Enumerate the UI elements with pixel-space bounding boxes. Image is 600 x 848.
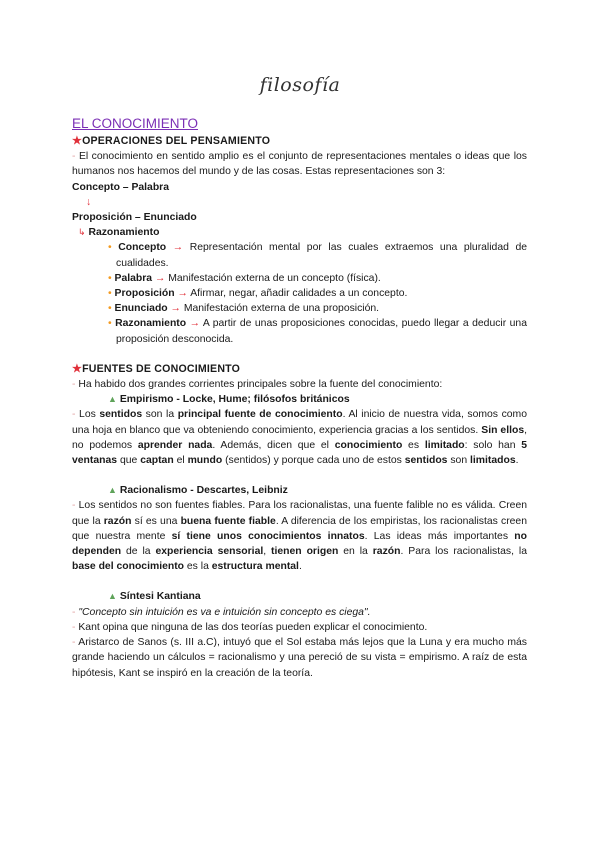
star-icon: ★ [72,135,83,147]
section-fuentes-intro: - Ha habido dos grandes corrientes principales sobre la fuente del conocimiento: [72,379,443,391]
list-item: • Enunciado → Manifestación externa de una proposición. [108,303,380,315]
racionalismo-heading: ▲ Racionalismo - Descartes, Leibniz [108,485,288,497]
list-item: • Palabra → Manifestación externa de un concepto (física). [108,272,381,284]
page-title: filosofía [259,74,341,96]
racionalismo-paragraph: - Los sentidos no son fuentes fiables. Para los racionalistas, una fuente falible no es válida. Creen que la razón sí es una buena fuente fiable. A diferencia de los empiristas, los racionalistas creen que nuestra mente sí tiene unos conocimientos innatos. Las ideas más importantes no dependen de la experiencia sensorial, tienen origen en la razón. Para los racionalistas, la base del conocimiento es la estructura mental. [72,500,528,573]
kant-quote: - "Concepto sin intuición es va e intuición sin concepto es ciega". [72,606,371,618]
kant-line: - Kant opina que ninguna de las dos teorías pueden explicar el conocimiento. [72,621,428,633]
document-body [72,115,527,681]
kant-heading: ▲ Síntesi Kantiana [108,591,201,603]
razonamiento-line: ↳ Razonamiento [78,227,160,239]
triangle-icon: ▲ [108,485,117,496]
list-item: • Concepto → Representación mental por las cuales extraemos una pluralidad de cualidades. [108,242,528,269]
triangle-icon: ▲ [108,394,117,405]
empirismo-heading: ▲ Empirismo - Locke, Hume; filósofos británicos [108,394,350,406]
section-fuentes-title: ★FUENTES DE CONOCIMIENTO [72,362,241,375]
empirismo-paragraph: - Los sentidos son la principal fuente de conocimiento. Al inicio de nuestra vida, somos como una hoja en blanco que va obteniendo conocimiento, experiencia gracias a los sentidos. Sin ellos, no podemos aprender nada. Además, dicen que el conocimiento es limitado: solo han 5 ventanas que captan el mundo (sentidos) y porque cada uno de estos sentidos son limitados. [72,409,528,467]
operaciones-list [72,240,527,346]
section-operaciones-title: ★OPERACIONES DEL PENSAMIENTO [72,135,271,147]
down-arrow-icon: ↓ [86,196,92,208]
section-operaciones-intro: - El conocimiento en sentido amplio es el conjunto de representaciones mentales o ideas que los humanos nos hacemos del mundo y de las cosas. Estas representaciones son 3: [72,151,527,178]
kant-aristarco: - Aristarco de Sanos (s. III a.C), intuyó que el Sol estaba más lejos que la Luna y era mucho más grande haciendo un cálculos = racionalismo y una pereció de su vista = empirismo. A raíz de esta hipótesis, Kant se inspiró en la creación de la teoría. [72,637,527,679]
main-heading: EL CONOCIMIENTO [72,116,199,131]
list-item: • Razonamiento → A partir de unas proposiciones conocidas, puedo llegar a deducir una proposición desconocida. [108,318,527,345]
star-icon: ★ [72,362,83,375]
concepto-palabra-line: Concepto – Palabra [72,181,170,193]
list-item: • Proposición → Afirmar, negar, añadir calidades a un concepto. [108,288,408,300]
triangle-icon: ▲ [108,591,117,602]
hook-arrow-icon: ↳ [78,227,86,238]
proposicion-enunciado-line: Proposición – Enunciado [72,212,197,224]
